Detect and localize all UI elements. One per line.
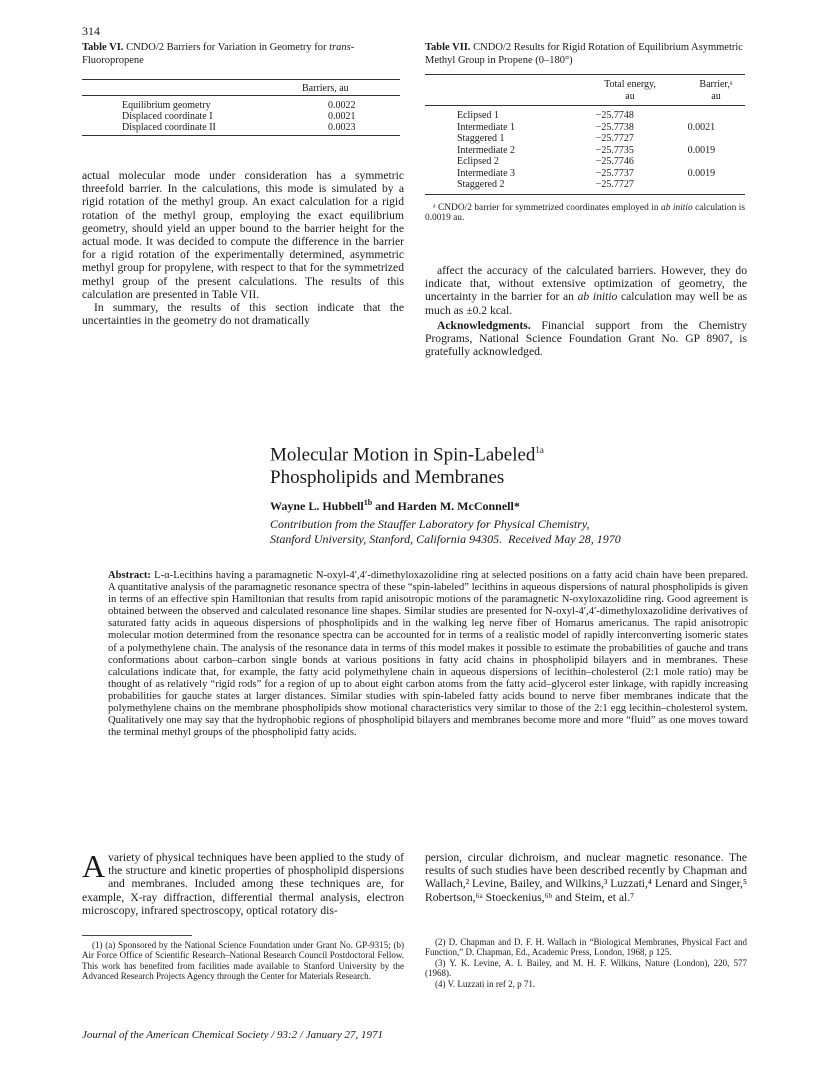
table6-row bbox=[122, 100, 356, 111]
article-title: Molecular Motion in Spin-Labeled$^{1a}$ Phospholipids and Membranes bbox=[270, 444, 544, 489]
intro-right: persion, circular dichroism, and nuclear magnetic resonance. The results of such studies have been described recently by Chapman and Wallach,² Levine, Bailey, and Wilkins,³ Luzzati,⁴ Lenard and Singer,⁵ Robertson,⁶ᵃ Stoeckenius,⁶ᵇ and Steim, et al.⁷ bbox=[425, 851, 747, 904]
table7-row-label: Staggered 2 bbox=[457, 179, 505, 190]
table6-row-value: 0.0021 bbox=[328, 111, 356, 122]
table7-row-barrier bbox=[682, 110, 745, 122]
authors: Wayne L. Hubbell$^{1b}$ and Harden M. McConnell* bbox=[270, 498, 520, 513]
left-para-2: In summary, the results of this section indicate that the uncertainties in the geometry do not dramatically bbox=[82, 301, 404, 328]
table6-row-value: 0.0023 bbox=[328, 122, 356, 133]
left-para-1: actual molecular mode under consideration has a symmetric threefold barrier. In the calculations, this mode is simulated by a rigid rotation of the methyl group. An exact calculation for a rigid rotation of the methyl group, employing the exact equilibrium geometry, should yield an upper bound to the barrier height for the actual mode. It was decided to compute the difference in the barrier for a rigid rotation of the experimentally determined, asymmetric methyl group for propylene, with respect to that for the symmetrized methyl group of the present calculations. The results of this calculation are presented in Table VII. bbox=[82, 169, 404, 301]
intro-left: A variety of physical techniques have been applied to the study of the structure and kinetic properties of phospholipid dispersions and membranes. Included among these techniques are, for example, X-ray diffraction, differential thermal analysis, electron microscopy, infrared spectroscopy, optical rotatory dis- bbox=[82, 848, 404, 917]
table7-row-energy: −25.7727 bbox=[595, 133, 634, 144]
table7-row bbox=[457, 168, 745, 180]
table7-row-barrier: 0.0019 bbox=[687, 144, 716, 156]
table7-row-energy: −25.7748 bbox=[595, 110, 634, 121]
table6-row-label: Displaced coordinate I bbox=[122, 111, 213, 122]
table7-row-barrier: 0.0021 bbox=[687, 121, 716, 133]
table6-row-value: 0.0022 bbox=[328, 100, 356, 111]
table6 bbox=[82, 79, 400, 136]
table6-row-label: Equilibrium geometry bbox=[122, 100, 211, 111]
table7-row-label: Intermediate 3 bbox=[457, 167, 516, 179]
table7-label: Table VII. bbox=[425, 42, 471, 53]
table6-col-header: Barriers, au bbox=[302, 83, 349, 94]
table7-row bbox=[457, 122, 745, 134]
left-column-text bbox=[82, 169, 404, 327]
table7-row-label: Intermediate 1 bbox=[457, 121, 516, 133]
table7-row-label: Eclipsed 2 bbox=[457, 156, 499, 167]
table7-row-energy: −25.7735 bbox=[595, 144, 634, 156]
footnote-3: (3) Y. K. Levine, A. I. Bailey, and M. H. F. Wilkins, Nature (London), 220, 577 (1968). bbox=[425, 957, 747, 979]
table6-row bbox=[122, 111, 356, 122]
table7-body bbox=[457, 110, 745, 191]
table7-col2-header-2: au bbox=[711, 91, 721, 102]
table7-row bbox=[457, 110, 745, 122]
footnote-rule-left bbox=[82, 935, 192, 936]
table7-row-barrier bbox=[682, 179, 745, 191]
journal-footer: Journal of the American Chemical Society / 93:2 / January 27, 1971 bbox=[82, 1029, 384, 1041]
table7-row bbox=[457, 179, 745, 191]
table6-caption bbox=[82, 42, 412, 67]
table7-row-energy: −25.7737 bbox=[595, 167, 634, 179]
table7-caption-text: CNDO/2 Results for Rigid Rotation of Equilibrium Asymmetric Methyl Group in Propene (0–180°) bbox=[425, 42, 743, 66]
table7 bbox=[425, 74, 745, 223]
table7-row-label: Intermediate 2 bbox=[457, 144, 516, 156]
table7-row-barrier bbox=[682, 133, 745, 145]
abstract bbox=[108, 570, 748, 739]
table7-row bbox=[457, 156, 745, 168]
table7-col1-header-1: Total energy, bbox=[604, 79, 656, 90]
drop-cap: A bbox=[82, 848, 106, 884]
table6-caption-text: CNDO/2 Barriers for Variation in Geometry for bbox=[126, 42, 330, 53]
table7-caption bbox=[425, 42, 755, 67]
table7-col1-header-2: au bbox=[625, 91, 635, 102]
abstract-text: L-α-Lecithins having a paramagnetic N-oxyl-4′,4′-dimethyloxazolidine ring at selected positions on a fatty acid chain have been prepared. A quantitative analysis of the paramagnetic resonance spectra of these “spin-labeled” lecithins in aqueous dispersions of natural phospholipids is given in terms of an effective spin Hamiltonian that results from rapid anisotropic motions of the paramagnetic N-oxyloxazolidine ring. Good agreement is obtained between the observed and calculated resonance line shapes. Similar studies are presented for N-oxyl-4′,4′-dimethyloxazolidine derivatives of saturated fatty acids in aqueous dispersions of phospholipids and in the walking leg nerve fiber of Homarus americanus. The rapid anisotropic molecular motion determined from the resonance spectra can be accounted for in terms of a realistic model of rapidly interconverting isomeric states of a polymethylene chain. The analysis of the resonance data in terms of this model makes it possible to estimate the probabilities of gauche and trans conformations about carbon–carbon single bonds at various positions in fatty acid chains in phospholipid bilayers and in membranes. These calculations indicate that, for example, the fatty acid polymethylene chain in aqueous dispersions of lecithin–cholesterol (2:1 mole ratio) may be thought of as relatively “rigid rods” for a region of up to about eight carbon atoms from the fatty acid–glycerol ester linkage, with rapidly increasing probabilities for gauche states at larger distances. Similar studies with spin-labeled fatty acids bound to nerve fiber membranes indicate that the polymethylene chains on the membrane phospholipids show motional characteristics very similar to those of the 2:1 egg lecithin–cholesterol system. Qualitatively one may say that the hydrophobic regions of phospholipid bilayers and membranes become more and more “fluid” as one moves toward the terminal methyl groups of the phospholipid fatty acids. bbox=[108, 570, 748, 739]
table6-label: Table VI. bbox=[82, 42, 124, 53]
footnote-1: (1) (a) Sponsored by the National Science Foundation under Grant No. GP-9315; (b) Air Force Office of Scientific Research–National Research Council Postdoctoral Fellow. This work has benefited from facilities made available to Stanford University by the Advanced Research Projects Agency through the Center for Materials Research. bbox=[82, 940, 404, 982]
footnote-4: (4) V. Luzzati in ref 2, p 71. bbox=[435, 978, 536, 989]
table7-col2-header-1: Barrier,ᵃ bbox=[699, 79, 733, 90]
table7-row-energy: −25.7746 bbox=[595, 156, 634, 167]
right-para-1: affect the accuracy of the calculated barriers. However, they do indicate that, without extensive optimization of geometry, the uncertainty in the barrier for an ab initio calculation may well be as much as ±0.2 kcal. bbox=[425, 264, 747, 317]
table7-row-barrier bbox=[682, 156, 745, 168]
table6-body bbox=[122, 100, 356, 133]
affiliation: Contribution from the Stauffer Laboratory for Physical Chemistry, Stanford University, Stanford, California 94305. Received May 28, 1970 bbox=[270, 517, 621, 546]
abstract-label: Abstract: bbox=[108, 570, 151, 581]
table7-row-label: Staggered 1 bbox=[457, 133, 505, 144]
table6-row bbox=[122, 122, 356, 133]
footnote-2: (2) D. Chapman and D. F. H. Wallach in “Biological Membranes, Physical Fact and Function,” D. Chapman, Ed., Academic Press, London, 1968, p 125. bbox=[425, 937, 747, 958]
table7-row-barrier: 0.0019 bbox=[687, 167, 716, 179]
table7-row-energy: −25.7738 bbox=[595, 121, 634, 133]
table6-caption-italic: trans bbox=[329, 42, 351, 53]
table6-caption-rest: -Fluoropropene bbox=[82, 42, 355, 66]
footnotes-right bbox=[425, 937, 747, 989]
table7-footnote: ᵃ CNDO/2 barrier for symmetrized coordinates employed in ab initio calculation is 0.0019 au. bbox=[425, 202, 745, 223]
table7-row-label: Eclipsed 1 bbox=[457, 110, 499, 121]
table6-row-label: Displaced coordinate II bbox=[122, 122, 216, 133]
table7-row bbox=[457, 145, 745, 157]
table7-row-energy: −25.7727 bbox=[595, 179, 634, 190]
acknowledgments: Acknowledgments. Financial support from the Chemistry Programs, National Science Foundation Grant No. GP 8907, is gratefully acknowledged. bbox=[425, 318, 747, 359]
page-number: 314 bbox=[82, 24, 100, 38]
right-column-text bbox=[425, 264, 747, 358]
table7-row bbox=[457, 133, 745, 145]
